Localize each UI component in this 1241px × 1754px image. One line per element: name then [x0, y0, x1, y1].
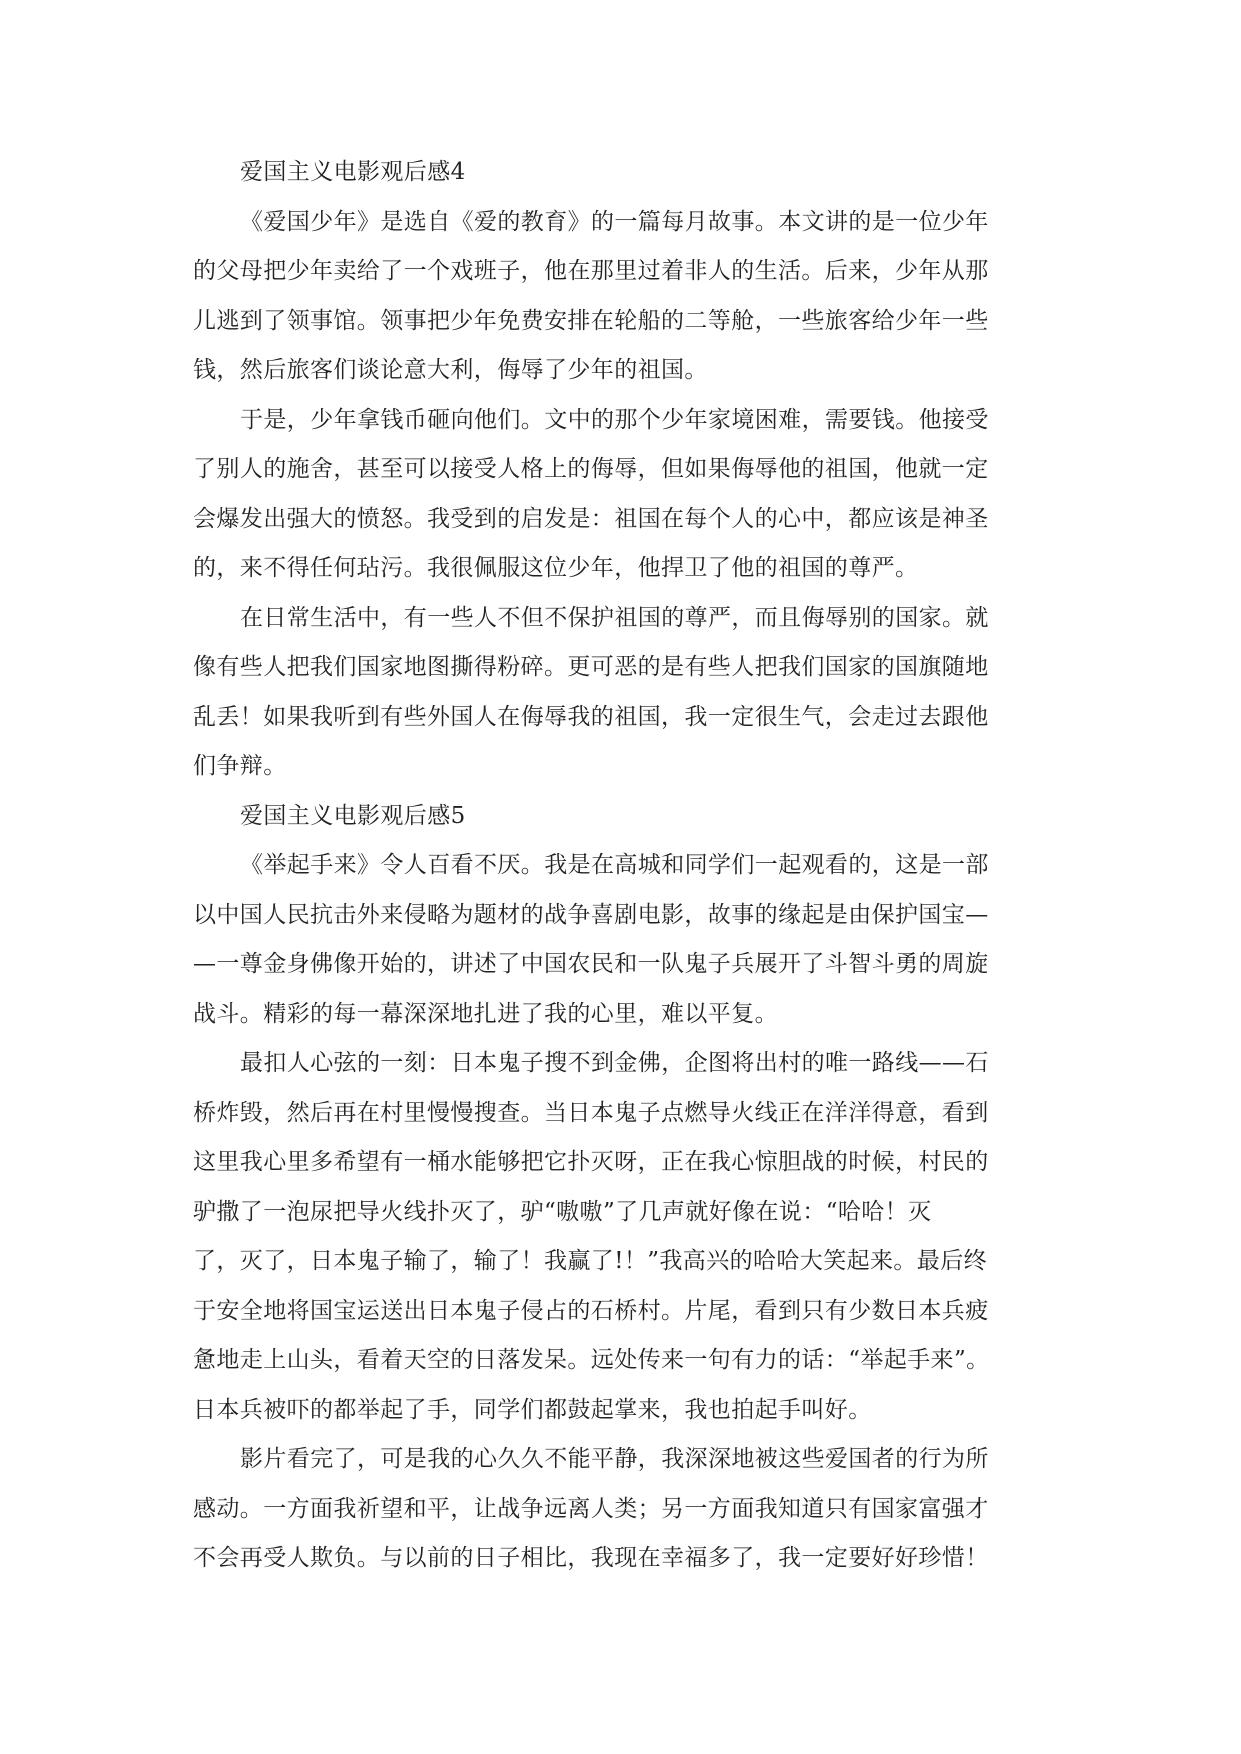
- text-line: 最扣人心弦的一刻：日本鬼子搜不到金佛，企图将出村的唯一路线——石: [240, 1050, 989, 1076]
- paragraph: [193, 1039, 1045, 1435]
- text-line: 感动。一方面我祈望和平，让战争远离人类；另一方面我知道只有国家富强才: [193, 1495, 989, 1522]
- document-body: [193, 148, 1045, 1584]
- text-line: 《爱国少年》是选自《爱的教育》的一篇每月故事。本文讲的是一位少年: [240, 208, 989, 235]
- text-line: 会爆发出强大的愤怒。我受到的启发是：祖国在每个人的心中，都应该是神圣: [193, 505, 989, 532]
- paragraph: [193, 841, 1045, 1039]
- text-line: 惫地走上山头，看着天空的日落发呆。远处传来一句有力的话：“举起手来”。: [193, 1347, 990, 1373]
- paragraph: [193, 1435, 1045, 1584]
- text-line: 像有些人把我们国家地图撕得粉碎。更可恶的是有些人把我们国家的国旗随地: [193, 654, 989, 680]
- paragraph: [193, 198, 1045, 396]
- text-line: 桥炸毁，然后再在村里慢慢搜查。当日本鬼子点燃导火线正在洋洋得意，看到: [193, 1099, 989, 1126]
- text-line: 乱丢！如果我听到有些外国人在侮辱我的祖国，我一定很生气，会走过去跟他: [193, 703, 989, 730]
- text-line: 在日常生活中，有一些人不但不保护祖国的尊严，而且侮辱别的国家。就: [240, 604, 989, 631]
- text-line: 于是，少年拿钱币砸向他们。文中的那个少年家境困难，需要钱。他接受: [240, 406, 989, 433]
- text-line: 影片看完了，可是我的心久久不能平静，我深深地被这些爱国者的行为所: [240, 1446, 989, 1472]
- text-line: 日本兵被吓的都举起了手，同学们都鼓起掌来，我也拍起手叫好。: [193, 1396, 872, 1423]
- text-line: 了，灭了，日本鬼子输了，输了！我赢了!！”我高兴的哈哈大笑起来。最后终: [193, 1248, 988, 1274]
- text-line: 战斗。精彩的每一幕深深地扎进了我的心里，难以平复。: [193, 1000, 778, 1027]
- text-line: 的，来不得任何玷污。我很佩服这位少年，他捍卫了他的祖国的尊严。: [193, 555, 919, 581]
- text-line: 这里我心里多希望有一桶水能够把它扑灭呀，正在我心惊胆战的时候，村民的: [193, 1149, 989, 1175]
- section-heading: 爱国主义电影观后感5: [240, 802, 466, 829]
- text-line: 了别人的施舍，甚至可以接受人格上的侮辱，但如果侮辱他的祖国，他就一定: [193, 456, 989, 482]
- text-line: 《举起手来》令人百看不厌。我是在高城和同学们一起观看的，这是一部: [240, 852, 989, 878]
- text-line: 钱，然后旅客们谈论意大利，侮辱了少年的祖国。: [193, 357, 708, 383]
- text-line: —一尊金身佛像开始的，讲述了中国农民和一队鬼子兵展开了斗智斗勇的周旋: [193, 951, 989, 977]
- paragraph: [193, 594, 1045, 792]
- text-line: 儿逃到了领事馆。领事把少年免费安排在轮船的二等舱，一些旅客给少年一些: [193, 307, 989, 334]
- text-line: 们争辩。: [193, 753, 287, 779]
- text-line: 不会再受人欺负。与以前的日子相比，我现在幸福多了，我一定要好好珍惜！: [193, 1545, 989, 1571]
- section-heading: 爱国主义电影观后感4: [240, 159, 466, 185]
- text-line: 驴撒了一泡尿把导火线扑灭了，驴“嗷嗷”了几声就好像在说：“哈哈！灭: [193, 1198, 932, 1225]
- text-line: 于安全地将国宝运送出日本鬼子侵占的石桥村。片尾，看到只有少数日本兵疲: [193, 1297, 989, 1324]
- paragraph: [193, 396, 1045, 594]
- text-line: 的父母把少年卖给了一个戏班子，他在那里过着非人的生活。后来，少年从那: [193, 258, 989, 284]
- text-line: 以中国人民抗击外来侵略为题材的战争喜剧电影，故事的缘起是由保护国宝—: [193, 901, 989, 928]
